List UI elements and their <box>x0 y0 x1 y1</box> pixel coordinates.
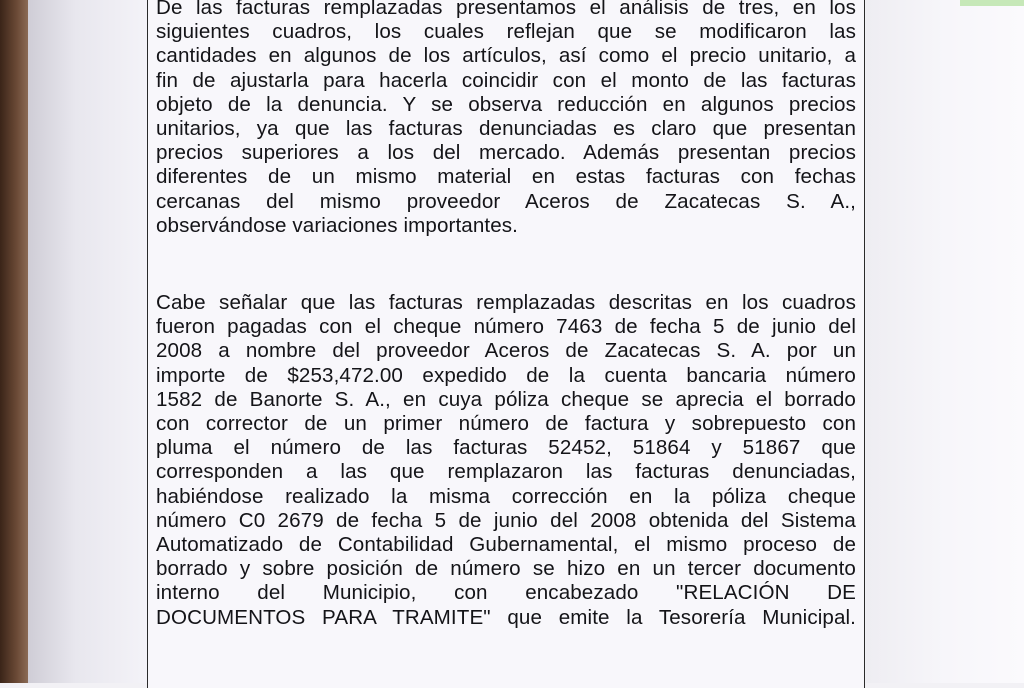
background-corner-tint <box>960 0 1024 6</box>
text-line: precios superiores a los del mercado. Además presentan precios <box>156 141 856 165</box>
text-line: importe de $253,472.00 expedido de la cuenta bancaria número <box>156 363 856 387</box>
text-line: DOCUMENTOS PARA TRAMITE" que emite la Tesorería Municipal. <box>156 605 856 629</box>
background-left-edge <box>0 0 28 683</box>
background-left-paper <box>28 0 148 683</box>
text-line: De las facturas remplazadas presentamos el análisis de tres, en los <box>156 0 856 19</box>
text-line: unitarios, ya que las facturas denunciadas es claro que presentan <box>156 117 856 141</box>
text-line: interno del Municipio, con encabezado "RELACIÓN DE <box>156 581 856 605</box>
text-line: habiéndose realizado la misma corrección en la póliza cheque <box>156 484 856 508</box>
text-line: cercanas del mismo proveedor Aceros de Zacatecas S. A., <box>156 189 856 213</box>
text-line: cantidades en algunos de los artículos, así como el precio unitario, a <box>156 44 856 68</box>
text-line: observándose variaciones importantes. <box>156 213 518 237</box>
text-line: 1582 de Banorte S. A., en cuya póliza cheque se aprecia el borrado <box>156 387 856 411</box>
text-line: Automatizado de Contabilidad Gubernamental, el mismo proceso de <box>156 533 856 557</box>
text-line: objeto de la denuncia. Y se observa reducción en algunos precios <box>156 92 856 116</box>
text-line: fueron pagadas con el cheque número 7463 de fecha 5 de junio del <box>156 315 856 339</box>
background-right-paper <box>866 0 1024 683</box>
paragraph-analysis <box>156 0 856 238</box>
paragraph-payment-details <box>156 291 856 630</box>
text-line: corresponden a las que remplazaron las facturas denunciadas, <box>156 460 856 484</box>
text-line: borrado y sobre posición de número se hizo en un tercer documento <box>156 557 856 581</box>
text-line: 2008 a nombre del proveedor Aceros de Zacatecas S. A. por un <box>156 339 856 363</box>
text-line: fin de ajustarla para hacerla coincidir con el monto de las facturas <box>156 68 856 92</box>
text-line: pluma el número de las facturas 52452, 51864 y 51867 que <box>156 436 856 460</box>
text-line: Cabe señalar que las facturas remplazadas descritas en los cuadros <box>156 291 856 314</box>
document-page <box>147 0 865 688</box>
text-line: diferentes de un mismo material en estas facturas con fechas <box>156 165 856 189</box>
text-line: con corrector de un primer número de factura y sobrepuesto con <box>156 412 856 436</box>
text-line: número C0 2679 de fecha 5 de junio del 2008 obtenida del Sistema <box>156 508 856 532</box>
text-line: siguientes cuadros, los cuales reflejan que se modificaron las <box>156 20 856 44</box>
